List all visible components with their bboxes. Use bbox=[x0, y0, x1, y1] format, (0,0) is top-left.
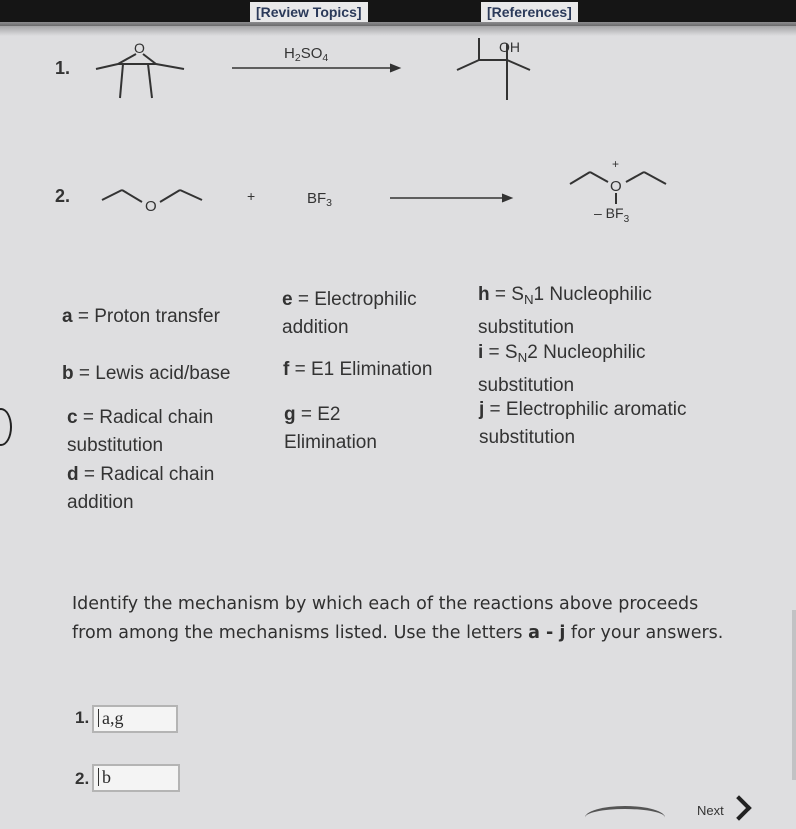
reaction-2-product-oxonium bbox=[568, 156, 672, 226]
reaction-1-number: 1. bbox=[55, 58, 71, 78]
mechanism-f: f = E1 Elimination bbox=[283, 359, 433, 380]
oxonium-charge-label: + bbox=[612, 157, 620, 171]
reaction-1-reagent: $H_2SO_4$ bbox=[284, 45, 329, 65]
left-edge-control bbox=[0, 408, 12, 446]
epoxide-oxygen-label: O bbox=[134, 40, 145, 56]
mechanism-g: g = E2 Elimination bbox=[284, 404, 377, 453]
answer-2-label: 2. bbox=[75, 769, 90, 788]
reaction-1-arrow bbox=[230, 62, 402, 74]
question-prompt: Identify the mechanism by which each of the reactions above proceeds from among the mechanisms listed. Use the letters a - j for your answers. bbox=[72, 594, 724, 643]
next-button[interactable]: Next bbox=[697, 803, 724, 818]
ether-oxygen-label: O bbox=[145, 198, 157, 215]
references-link[interactable]: [References] bbox=[481, 2, 578, 22]
answer-2-input[interactable]: b bbox=[92, 764, 180, 792]
reaction-1-product-alcohol bbox=[455, 30, 535, 106]
mechanism-b: b = Lewis acid/base bbox=[62, 363, 231, 384]
mechanism-h: $h = S_N1$ Nucleophilic substitution bbox=[478, 284, 652, 338]
oxonium-oxygen-label: O bbox=[610, 178, 622, 195]
mechanism-i: $i = S_N2$ Nucleophilic substitution bbox=[478, 342, 646, 396]
top-shadow bbox=[0, 22, 796, 36]
mechanism-e: e = Electrophilic addition bbox=[282, 289, 417, 338]
answer-1-label: 1. bbox=[75, 708, 90, 727]
reaction-2-plus: + bbox=[247, 188, 256, 204]
mechanism-a: a = Proton transfer bbox=[62, 306, 220, 327]
mechanism-j: j = Electrophilic aromatic substitution bbox=[479, 399, 687, 448]
reaction-2-number: 2. bbox=[55, 186, 71, 206]
mechanism-c: c = Radical chain substitution bbox=[67, 407, 214, 456]
reaction-2-reagent: $BF_3$ bbox=[307, 190, 333, 210]
bf3-group-label: – $BF_3$ bbox=[594, 205, 630, 225]
reaction-1-reactant-epoxide bbox=[96, 40, 192, 100]
reaction-2-reactant-ether bbox=[100, 182, 206, 214]
previous-button-edge[interactable] bbox=[585, 806, 665, 829]
hydroxyl-label: OH bbox=[499, 39, 520, 55]
answer-1-input[interactable]: a,g bbox=[92, 705, 178, 733]
review-topics-link[interactable]: [Review Topics] bbox=[250, 2, 368, 22]
reaction-2-arrow bbox=[388, 192, 516, 204]
mechanism-d: d = Radical chain addition bbox=[67, 464, 215, 513]
right-edge-shadow bbox=[792, 610, 796, 780]
